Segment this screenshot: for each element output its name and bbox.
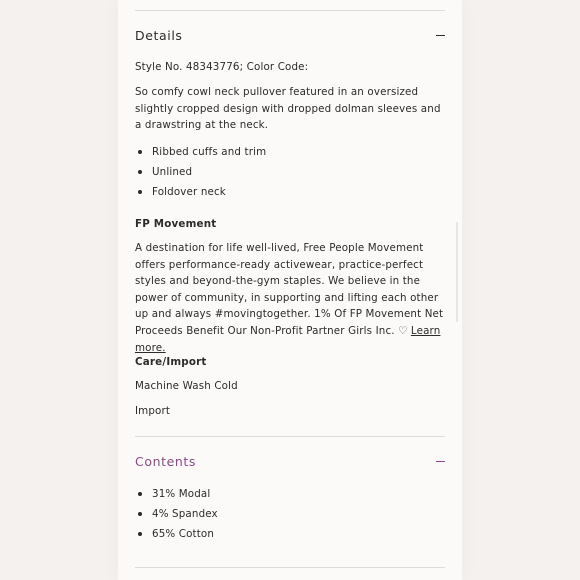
list-item: 31% Modal bbox=[135, 484, 218, 504]
contents-list bbox=[135, 484, 218, 544]
product-info-panel bbox=[118, 0, 462, 580]
fp-movement-text bbox=[135, 240, 447, 356]
import-note: Import bbox=[135, 405, 171, 417]
details-accordion-header[interactable] bbox=[135, 23, 445, 47]
collapse-minus-icon[interactable] bbox=[436, 35, 445, 36]
list-item: Foldover neck bbox=[135, 182, 266, 202]
fp-movement-heading: FP Movement bbox=[135, 218, 217, 230]
section-divider bbox=[135, 436, 445, 437]
style-number: Style No. 48343776; Color Code: bbox=[135, 61, 309, 73]
top-divider bbox=[135, 10, 445, 11]
product-description: So comfy cowl neck pullover featured in an oversized slightly cropped design with dropped dolman sleeves and a drawstring at the neck. bbox=[135, 86, 441, 132]
list-item: Unlined bbox=[135, 162, 266, 182]
list-item: 65% Cotton bbox=[135, 524, 218, 544]
list-item: Ribbed cuffs and trim bbox=[135, 142, 266, 162]
care-import-heading: Care/Import bbox=[135, 356, 207, 368]
feature-list bbox=[135, 142, 266, 202]
contents-title: Contents bbox=[135, 453, 197, 469]
scrollbar[interactable] bbox=[456, 222, 458, 322]
contents-accordion-header[interactable] bbox=[135, 449, 445, 473]
learn-more-link[interactable]: Learn more. bbox=[135, 324, 441, 354]
fp-movement-body: A destination for life well-lived, Free People Movement offers performance-ready activewear, practice-perfect styles and beyond-the-gym staples. We believe in the power of community, in supporting and lifting each other up and always #movingtogether. 1% Of FP Movement Net Proceeds Benefit Our Non-Profit Partner Girls Inc. ♡ bbox=[135, 242, 444, 337]
collapse-minus-icon[interactable] bbox=[436, 461, 445, 462]
list-item: 4% Spandex bbox=[135, 504, 218, 524]
bottom-divider bbox=[135, 567, 445, 568]
care-instruction: Machine Wash Cold bbox=[135, 380, 238, 392]
details-title: Details bbox=[135, 27, 183, 43]
